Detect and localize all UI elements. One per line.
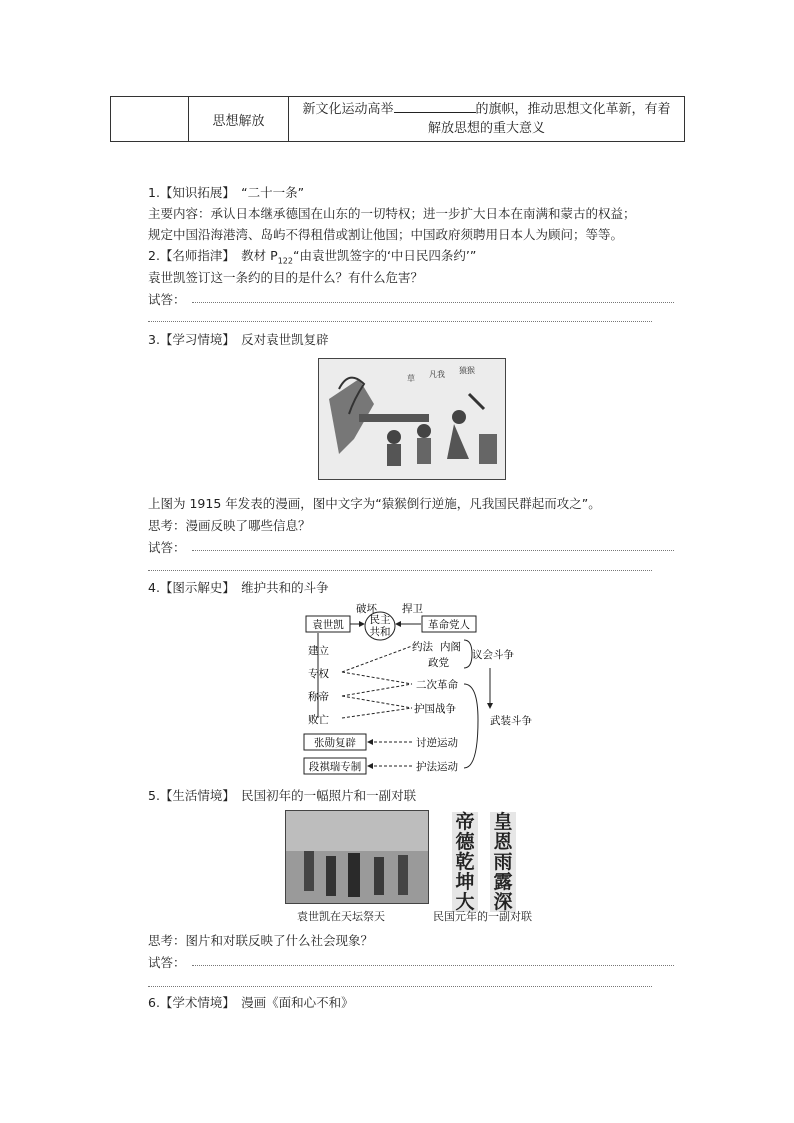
label-protect-law: 护法运动 xyxy=(416,761,458,773)
label-party: 政党 xyxy=(428,657,449,669)
node-duan: 段祺瑞专制 xyxy=(308,761,362,773)
s5-question: 思考：图片和对联反映了什么社会现象？ xyxy=(148,933,374,948)
s3-answer-line-1[interactable] xyxy=(192,550,674,551)
s3-desc: 上图为 1915 年发表的漫画，图中文字为“猿猴倒行逆施，凡我国民群起而攻之”。 xyxy=(148,496,601,511)
photo-caption: 袁世凯在天坛祭天 xyxy=(297,910,385,923)
s2-heading-quote: “由袁世凯签字的‘中日民四条约’” xyxy=(292,248,477,263)
s3-answer-label: 试答： xyxy=(148,540,186,555)
couplet-caption: 民国元年的一副对联 xyxy=(433,910,532,923)
label-autocracy: 专权 xyxy=(308,668,329,680)
label-establish: 建立 xyxy=(308,645,329,657)
fill-blank[interactable] xyxy=(394,100,476,113)
table-text-before: 新文化运动高举 xyxy=(302,102,394,117)
table-text-after: 的旗帜，推动思想文化革新，有着 xyxy=(475,102,671,117)
node-republic-1: 民主 xyxy=(369,614,391,626)
label-defend: 捍卫 xyxy=(402,603,423,615)
label-armed: 武装斗争 xyxy=(490,715,532,727)
svg-text:猿猴: 猿猴 xyxy=(459,366,475,375)
s1-heading: 1.【知识拓展】 “二十一条” xyxy=(148,185,305,200)
node-republic-2: 共和 xyxy=(369,626,391,638)
s4-heading: 4.【图示解史】 维护共和的斗争 xyxy=(148,580,329,595)
s6-heading: 6.【学术情境】 漫画《面和心不和》 xyxy=(148,995,354,1010)
s2-answer-label: 试答： xyxy=(148,292,186,307)
s2-answer-line-1[interactable] xyxy=(192,302,674,303)
s3-question: 思考：漫画反映了哪些信息？ xyxy=(148,518,311,533)
label-second-rev: 二次革命 xyxy=(416,679,458,691)
temple-photo-drawing xyxy=(286,811,428,903)
node-revolutionary: 革命党人 xyxy=(428,619,470,631)
summary-table xyxy=(110,96,685,142)
label-constitution: 约法 xyxy=(412,641,433,653)
temple-photo xyxy=(285,810,429,904)
table-empty-cell xyxy=(111,97,189,142)
couplet-left: 帝德乾坤大 xyxy=(452,812,478,912)
s2-page-sub: 122 xyxy=(277,256,293,266)
couplet-right: 皇恩雨露深 xyxy=(490,812,516,912)
table-label-cell: 思想解放 xyxy=(189,97,289,142)
node-yuan: 袁世凯 xyxy=(312,619,344,631)
s5-heading: 5.【生活情境】 民国初年的一幅照片和一副对联 xyxy=(148,788,417,803)
s5-answer-label: 试答： xyxy=(148,955,186,970)
s3-answer-line-2[interactable] xyxy=(148,570,652,571)
label-protect-war: 护国战争 xyxy=(414,703,456,715)
label-parliament: 议会斗争 xyxy=(472,649,514,661)
s3-heading: 3.【学习情境】 反对袁世凯复辟 xyxy=(148,332,329,347)
cartoon-image xyxy=(318,358,506,480)
s5-answer-line-2[interactable] xyxy=(148,986,652,987)
cartoon-drawing xyxy=(319,359,505,479)
s2-heading xyxy=(148,246,476,266)
table-text-line2: 解放思想的重大意义 xyxy=(427,121,545,136)
s2-heading-text: 2.【名师指津】 教材 P xyxy=(148,248,278,263)
s1-line1: 主要内容：承认日本继承德国在山东的一切特权；进一步扩大日本在南满和蒙古的权益； xyxy=(148,206,636,221)
label-defeat: 败亡 xyxy=(308,714,329,726)
node-zhangxun: 张勋复辟 xyxy=(314,737,356,749)
s1-line2: 规定中国沿海港湾、岛屿不得租借或割让他国；中国政府须聘用日本人为顾问；等等。 xyxy=(148,227,624,242)
table-content-cell xyxy=(289,97,685,142)
struggle-diagram xyxy=(300,600,540,780)
label-emperor: 称帝 xyxy=(308,691,329,703)
s5-answer-line-1[interactable] xyxy=(192,965,674,966)
label-punitive: 讨逆运动 xyxy=(416,737,458,749)
label-cabinet: 内阁 xyxy=(440,641,461,653)
label-break: 破坏 xyxy=(356,603,377,615)
s2-answer-line-2[interactable] xyxy=(148,321,652,322)
svg-text:草: 草 xyxy=(407,374,415,383)
s2-question: 袁世凯签订这一条约的目的是什么？有什么危害？ xyxy=(148,270,424,285)
svg-text:凡我: 凡我 xyxy=(429,370,445,379)
